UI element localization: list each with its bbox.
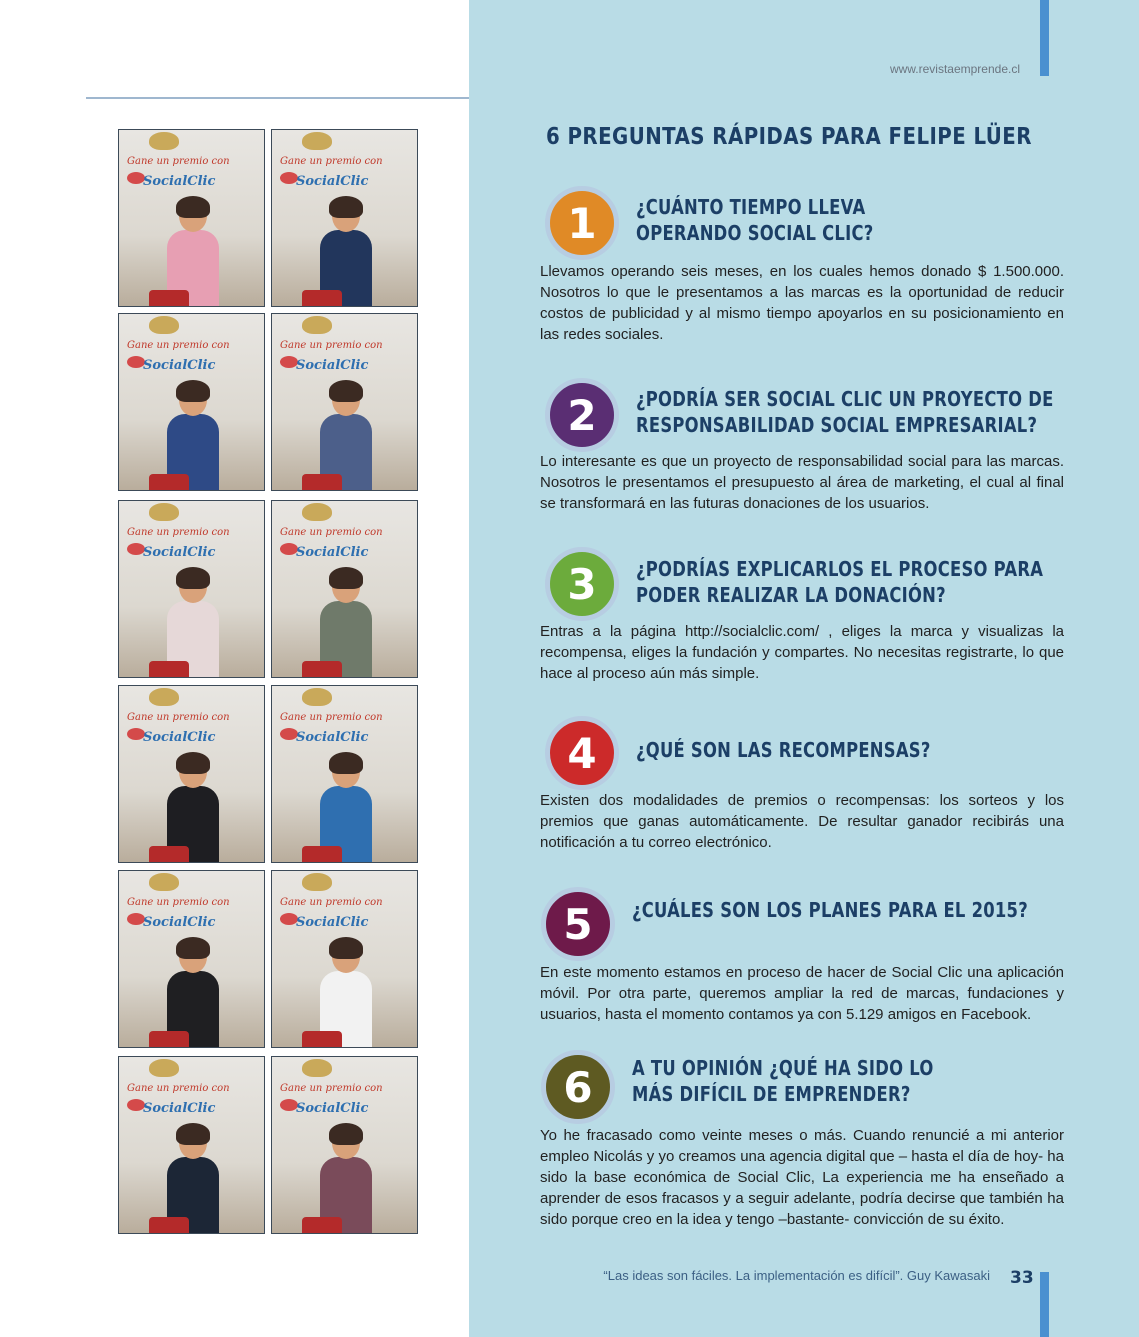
person-hair (329, 196, 363, 218)
banner-brand: SocialClic (143, 545, 216, 560)
bow-icon (302, 316, 332, 334)
banner-brand: SocialClic (143, 1101, 216, 1116)
banner-brand: SocialClic (143, 358, 216, 373)
gift-box-icon (149, 846, 189, 862)
banner-text: Gane un premio con (280, 1083, 383, 1094)
event-photo (118, 500, 265, 678)
bow-icon (149, 688, 179, 706)
banner-text: Gane un premio con (127, 712, 230, 723)
page-title: 6 PREGUNTAS RÁPIDAS PARA FELIPE LÜER (546, 124, 1032, 150)
banner-text: Gane un premio con (127, 1083, 230, 1094)
question-heading-line: OPERANDO SOCIAL CLIC? (636, 221, 874, 245)
banner-text: Gane un premio con (280, 156, 383, 167)
answer-text: Yo he fracasado como veinte meses o más. Cuando renuncié a mi anterior empleo Nicolás y yo creamos una agencia digital que – hasta el día de hoy- ha sido la base económica de Social Clic, La experiencia me ha enseñado a aprender de esos fracasos y a seguir adelante, podría decirse que también ha sido porque creo en la idea y tengo –bastante- convicción de su éxito. (540, 1127, 1064, 1228)
question-heading-line: MÁS DIFÍCIL DE EMPRENDER? (632, 1082, 911, 1106)
answer-text: Existen dos modalidades de premios o recompensas: los sorteos y los premios que ganas automáticamente. De resultar ganador recibirás una notificación a tu correo electrónico. (540, 792, 1064, 851)
banner-text: Gane un premio con (280, 897, 383, 908)
banner-brand: SocialClic (143, 915, 216, 930)
gift-box-icon (302, 474, 342, 490)
bow-icon (302, 132, 332, 150)
gift-box-icon (302, 1217, 342, 1233)
banner-brand: SocialClic (296, 174, 369, 189)
question-heading (632, 1055, 934, 1107)
person-hair (176, 196, 210, 218)
person-hair (176, 937, 210, 959)
question-number-badge: 3 (545, 547, 619, 621)
event-photo (118, 685, 265, 863)
person-hair (329, 937, 363, 959)
banner-brand: SocialClic (143, 730, 216, 745)
banner-text: Gane un premio con (280, 712, 383, 723)
person-hair (176, 567, 210, 589)
event-photo (118, 1056, 265, 1234)
question-heading-line: ¿PODRÍAS EXPLICARLOS EL PROCESO PARA (636, 557, 1044, 581)
person-hair (329, 1123, 363, 1145)
banner-brand: SocialClic (143, 174, 216, 189)
bow-icon (149, 873, 179, 891)
banner-brand: SocialClic (296, 358, 369, 373)
gift-box-icon (149, 1217, 189, 1233)
question-heading-line: RESPONSABILIDAD SOCIAL EMPRESARIAL? (636, 413, 1038, 437)
event-photo (271, 870, 418, 1048)
site-url: www.revistaemprende.cl (889, 62, 1020, 76)
banner-brand: SocialClic (296, 730, 369, 745)
page-number: 33 (1010, 1268, 1034, 1288)
gift-box-icon (302, 290, 342, 306)
bow-icon (149, 1059, 179, 1077)
event-photo (271, 685, 418, 863)
banner-brand: SocialClic (296, 1101, 369, 1116)
person-hair (329, 567, 363, 589)
question-heading-line: ¿CUÁNTO TIEMPO LLEVA (636, 195, 866, 219)
bow-icon (149, 503, 179, 521)
question-number-badge: 4 (545, 716, 619, 790)
banner-text: Gane un premio con (127, 527, 230, 538)
question-heading (636, 194, 874, 246)
question-heading (636, 556, 1043, 608)
banner-text: Gane un premio con (127, 156, 230, 167)
answer-text: En este momento estamos en proceso de hacer de Social Clic una aplicación móvil. Por otra parte, queremos ampliar la red de marcas, fundaciones y usuarios, hasta el momento contamos ya con 5.129 amigos en Facebook. (540, 964, 1064, 1023)
event-photo (271, 313, 418, 491)
question-heading (636, 737, 931, 763)
person-hair (329, 380, 363, 402)
event-photo (271, 129, 418, 307)
event-photo (118, 870, 265, 1048)
banner-text: Gane un premio con (280, 527, 383, 538)
banner-text: Gane un premio con (127, 897, 230, 908)
header-rule (86, 97, 469, 99)
bow-icon (302, 503, 332, 521)
gift-box-icon (149, 474, 189, 490)
question-heading-line: PODER REALIZAR LA DONACIÓN? (636, 583, 946, 607)
question-heading-line: ¿QUÉ SON LAS RECOMPENSAS? (636, 738, 931, 762)
question-number-badge: 1 (545, 186, 619, 260)
event-photo (118, 313, 265, 491)
bow-icon (149, 132, 179, 150)
person-hair (176, 380, 210, 402)
question-heading-line: A TU OPINIÓN ¿QUÉ HA SIDO LO (632, 1056, 934, 1080)
banner-text: Gane un premio con (280, 340, 383, 351)
question-heading-line: ¿CUÁLES SON LOS PLANES PARA EL 2015? (632, 898, 1028, 922)
banner-text: Gane un premio con (127, 340, 230, 351)
banner-brand: SocialClic (296, 545, 369, 560)
person-hair (329, 752, 363, 774)
event-photo (271, 1056, 418, 1234)
gift-box-icon (149, 290, 189, 306)
footer-quote: “Las ideas son fáciles. La implementación es difícil”. Guy Kawasaki (603, 1268, 990, 1283)
person-hair (176, 1123, 210, 1145)
person-hair (176, 752, 210, 774)
answer-text: Llevamos operando seis meses, en los cuales hemos donado $ 1.500.000. Nosotros lo que le presentamos a las marcas es la oportunidad de reducir costos de publicidad y al mismo tiempo apoyarlos en su posicionamiento en las redes sociales. (540, 263, 1064, 343)
question-heading-line: ¿PODRÍA SER SOCIAL CLIC UN PROYECTO DE (636, 387, 1054, 411)
event-photo (118, 129, 265, 307)
event-photo (271, 500, 418, 678)
question-number-badge: 6 (541, 1050, 615, 1124)
answer-text: Lo interesante es que un proyecto de responsabilidad social para las marcas. Nosotros le presentamos el presupuesto al área de marketing, el cual al final se transformará en las futuras donaciones de los usuarios. (540, 453, 1064, 512)
bow-icon (302, 1059, 332, 1077)
page-tab-bottom (1040, 1272, 1049, 1337)
question-heading (632, 897, 1028, 923)
bow-icon (302, 873, 332, 891)
answer-text: Entras a la página http://socialclic.com/ , eliges la marca y visualizas la recompensa, eliges la fundación y compartes. No necesitas registrarte, lo que hace al proceso aún más simple. (540, 623, 1064, 682)
bow-icon (302, 688, 332, 706)
bow-icon (149, 316, 179, 334)
gift-box-icon (302, 846, 342, 862)
question-number-badge: 2 (545, 378, 619, 452)
gift-box-icon (302, 1031, 342, 1047)
banner-brand: SocialClic (296, 915, 369, 930)
gift-box-icon (149, 661, 189, 677)
page-tab-top (1040, 0, 1049, 76)
gift-box-icon (302, 661, 342, 677)
question-heading (636, 386, 1054, 438)
gift-box-icon (149, 1031, 189, 1047)
question-number-badge: 5 (541, 887, 615, 961)
